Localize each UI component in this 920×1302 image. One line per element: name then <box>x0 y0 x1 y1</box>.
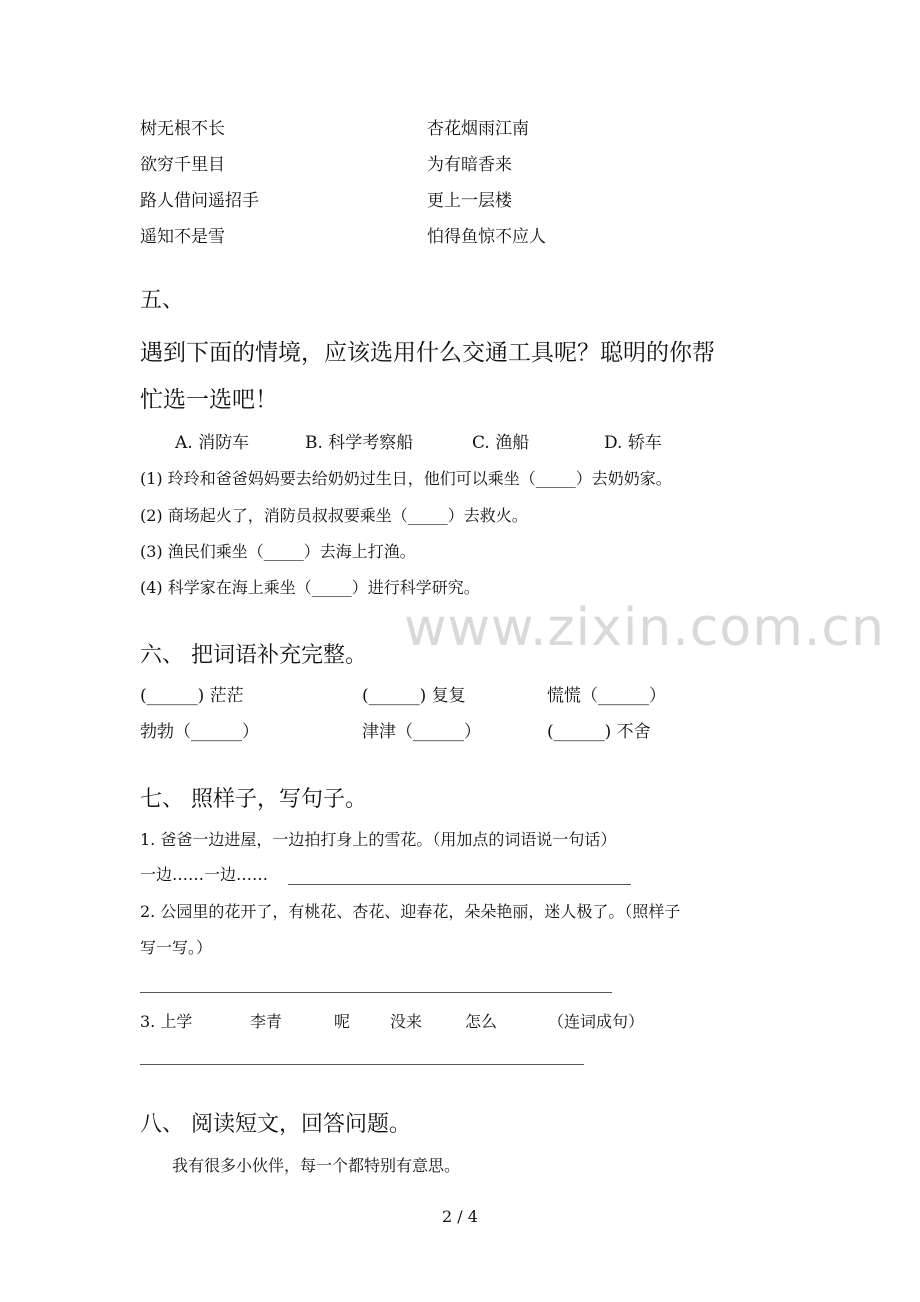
section5-question-2: (2) 商场起火了，消防员叔叔要乘坐（_____）去救火。 <box>140 506 528 525</box>
matching-left-1: 树无根不长 <box>140 119 225 139</box>
page-number: 2 / 4 <box>442 1207 478 1226</box>
section7-q1-prefix: 一边……一边…… <box>140 865 269 884</box>
answer-line-2[interactable] <box>140 992 612 993</box>
watermark: www.zixin.com.cn <box>404 598 885 658</box>
section8-paragraph-1: 我有很多小伙伴，每一个都特别有意思。 <box>172 1156 461 1175</box>
answer-line-1[interactable] <box>288 884 631 885</box>
section7-title: 七、 照样子，写句子。 <box>140 787 367 812</box>
word-fill-1: (______) 茫茫 <box>140 686 244 706</box>
section7-q3-word-4: 怎么 <box>465 1012 498 1031</box>
section7-q3-hint: （连词成句） <box>548 1012 645 1031</box>
section5-question-4: (4) 科学家在海上乘坐（_____）进行科学研究。 <box>140 578 480 597</box>
word-fill-4: 勃勃（______） <box>140 722 259 742</box>
section8-title: 八、 阅读短文，回答问题。 <box>140 1112 411 1137</box>
section7-q2-line1: 2. 公园里的花开了，有桃花、杏花、迎春花，朵朵艳丽，迷人极了。（照样子 <box>140 902 681 921</box>
matching-right-3: 更上一层楼 <box>427 191 512 211</box>
matching-left-4: 遥知不是雪 <box>140 227 225 247</box>
answer-line-3[interactable] <box>140 1064 584 1065</box>
section7-q3-word-3: 没来 <box>390 1012 423 1031</box>
section5-prompt-line2: 忙选一选吧！ <box>140 387 278 413</box>
section7-q2-line2: 写一写。） <box>140 938 213 957</box>
word-fill-5: 津津（______） <box>362 722 481 742</box>
section7-q3-word-2: 呢 <box>334 1012 351 1031</box>
option-d: D. 轿车 <box>604 433 662 453</box>
matching-left-3: 路人借问遥招手 <box>140 191 259 211</box>
section6-title: 六、 把词语补充完整。 <box>140 643 367 668</box>
option-c: C. 渔船 <box>472 433 530 453</box>
section7-q3-number: 3. 上学 <box>140 1012 193 1031</box>
matching-right-1: 杏花烟雨江南 <box>427 119 529 139</box>
section7-q1: 1. 爸爸一边进屋，一边拍打身上的雪花。（用加点的词语说一句话） <box>140 830 617 849</box>
option-b: B. 科学考察船 <box>305 433 414 453</box>
matching-left-2: 欲穷千里目 <box>140 155 225 175</box>
section5-question-1: (1) 玲玲和爸爸妈妈要去给奶奶过生日，他们可以乘坐（_____）去奶奶家。 <box>140 469 672 488</box>
matching-right-2: 为有暗香来 <box>427 155 512 175</box>
section7-q3-word-1: 李青 <box>250 1012 283 1031</box>
section5-number: 五、 <box>140 288 185 313</box>
word-fill-2: (______) 复复 <box>362 686 466 706</box>
word-fill-6: (______) 不舍 <box>547 722 651 742</box>
section5-prompt-line1: 遇到下面的情境，应该选用什么交通工具呢？聪明的你帮 <box>140 340 715 366</box>
option-a: A. 消防车 <box>175 433 250 453</box>
matching-right-4: 怕得鱼惊不应人 <box>427 227 546 247</box>
section5-question-3: (3) 渔民们乘坐（_____）去海上打渔。 <box>140 542 416 561</box>
word-fill-3: 慌慌（______） <box>547 686 666 706</box>
